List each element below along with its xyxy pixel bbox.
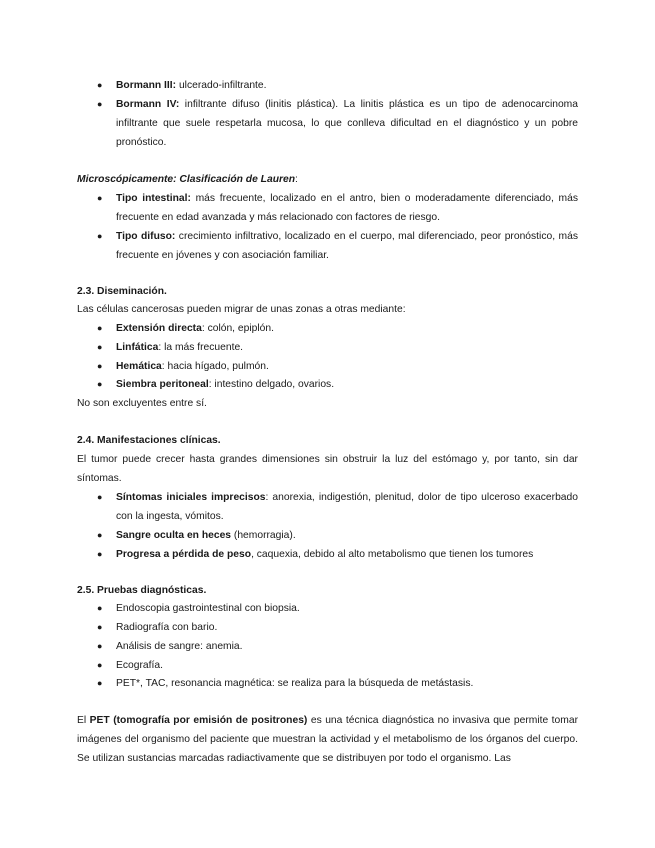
bullet-icon: ●	[97, 530, 103, 540]
bullet-icon: ●	[97, 603, 103, 613]
definition: : colón, epiplón.	[201, 323, 274, 334]
list-item: ● PET*, TAC, resonancia magnética: se realiza para la búsqueda de metástasis.	[77, 674, 578, 693]
bullet-icon: ●	[97, 492, 103, 502]
term: Linfática	[116, 342, 159, 353]
bullet-icon: ●	[97, 641, 103, 651]
bullet-icon: ●	[97, 193, 103, 203]
list-item: ● Endoscopia gastrointestinal con biopsia.	[77, 599, 578, 618]
section-heading-diseminacion: 2.3. Diseminación.	[77, 286, 167, 297]
list-item-tipo-intestinal	[77, 189, 578, 227]
diseminacion-closing: No son excluyentes entre sí.	[77, 398, 207, 409]
definition: ulcerado-infiltrante.	[176, 80, 267, 91]
bullet-icon: ●	[97, 231, 103, 241]
term: Bormann IV:	[116, 99, 180, 110]
term: Síntomas iniciales imprecisos	[116, 492, 266, 503]
term: Tipo intestinal:	[116, 193, 191, 204]
bullet-icon: ●	[97, 342, 103, 352]
bullet-icon: ●	[97, 622, 103, 632]
term: Sangre oculta en heces	[116, 530, 232, 541]
list-item: ● Ecografía.	[77, 656, 578, 675]
term: Progresa a pérdida de peso	[116, 549, 252, 560]
term: Tipo difuso:	[116, 231, 176, 242]
section-heading-pruebas: 2.5. Pruebas diagnósticas.	[77, 585, 207, 596]
list-item	[77, 526, 578, 545]
term: Extensión directa	[116, 323, 202, 334]
list-item	[77, 319, 578, 338]
list-item	[77, 488, 578, 526]
bullet-icon: ●	[97, 660, 103, 670]
bullet-icon: ●	[97, 361, 103, 371]
bullet-icon: ●	[97, 80, 103, 90]
section-heading-manifestaciones: 2.4. Manifestaciones clínicas.	[77, 435, 221, 446]
bullet-icon: ●	[97, 99, 103, 109]
definition: , caquexia, debido al alto metabolismo que tienen los tumores	[251, 549, 534, 560]
bullet-icon: ●	[97, 678, 103, 688]
list-item	[77, 545, 578, 564]
list-item: ● Radiografía con bario.	[77, 618, 578, 637]
bullet-icon: ●	[97, 379, 103, 389]
list-item	[77, 375, 578, 394]
list-item: ● Análisis de sangre: anemia.	[77, 637, 578, 656]
list-item	[77, 338, 578, 357]
definition: : hacia hígado, pulmón.	[161, 361, 269, 372]
definition: : la más frecuente.	[158, 342, 244, 353]
definition: más frecuente, localizado en el antro, bien o moderadamente diferenciado, más frecuente en edad avanzada y más relacionado con factores de riesgo.	[116, 193, 578, 223]
list-item	[77, 357, 578, 376]
list-item-tipo-difuso	[77, 227, 578, 265]
term: Bormann III:	[116, 80, 177, 91]
list-item-bormann-iii	[77, 76, 578, 95]
bullet-icon: ●	[97, 549, 103, 559]
pet-definition-term: (tomografía por emisión de positrones)	[113, 715, 308, 726]
term: Siembra peritoneal	[116, 379, 209, 390]
lauren-heading: Microscópicamente: Clasificación de Lauren:	[77, 174, 298, 185]
definition: (hemorragia).	[231, 530, 296, 541]
list-item-bormann-iv	[77, 95, 578, 152]
manifestaciones-intro: El tumor puede crecer hasta grandes dimensiones sin obstruir la luz del estómago y, por tanto, sin dar síntomas.	[77, 454, 578, 484]
pet-paragraph: El PET (tomografía por emisión de positrones) es una técnica diagnóstica no invasiva que permite tomar imágenes del organismo del paciente que muestran la actividad y el metabolismo de los órganos del cuerpo. Se utilizan sustancias marcadas radiactivamente que se distribuyen por todo el organismo. Las	[77, 715, 579, 764]
definition: : intestino delgado, ovarios.	[208, 379, 335, 390]
definition: infiltrante difuso (linitis plástica). La linitis plástica es un tipo de adenocarcinoma infiltrante que suele respetarla mucosa, lo que conlleva dificultad en el diagnóstico y un pobre pronóstico.	[116, 99, 578, 148]
diseminacion-intro: Las células cancerosas pueden migrar de unas zonas a otras mediante:	[77, 304, 406, 315]
bullet-icon: ●	[97, 323, 103, 333]
term: Hemática	[116, 361, 162, 372]
definition: : anorexia, indigestión, plenitud, dolor de tipo ulceroso exacerbado con la ingesta, vómitos.	[116, 492, 578, 522]
definition: crecimiento infiltrativo, localizado en el cuerpo, mal diferenciado, peor pronóstico, más frecuente en jóvenes y con asociación familiar.	[116, 231, 578, 261]
pet-term: PET	[89, 715, 110, 726]
